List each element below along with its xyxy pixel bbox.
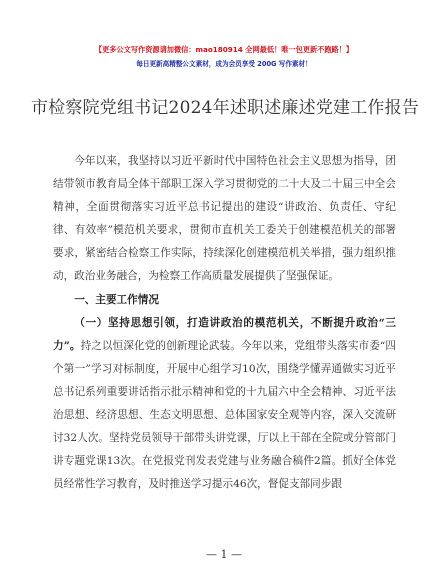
promo-banner-line-2: 每日更新高精整公文素材，成为会员享受 200G 写作素材！ <box>136 60 312 68</box>
promo-banner-line-1: 【更多公文写作资源请加微信：mao180914 全网最低！唯一包更新不跑路！】 <box>94 45 354 54</box>
section-heading: 一、主要工作情况 <box>74 294 159 306</box>
page-number: — 1 — <box>206 548 242 561</box>
subsection-heading: （一）坚持思想引领，打造讲政治的模范机关，不断提升政治“三力”。 <box>53 317 396 352</box>
subsection-paragraph <box>53 312 396 496</box>
subsection-text: 持之以恒深化党的创新理论武装。今年以来，党组带头落实市委“四个第一”学习对标制度，开展中心组学习10次，围绕学懂弄通做实习近平总书记系列重要讲话指示批示精神和党的十九届六中全会精神、习近平法治思想、经济思想、生态文明思想、总体国家安全观等内容，深入交流研讨32人次。坚持党员领导干部带头讲党课，厅以上干部在全院或分管部门讲专题党课13次。在党报党刊发表党建与业务融合稿件2篇。抓好全体党员经常性学习教育，及时推送学习提示46次，督促支部同步跟 <box>53 340 396 490</box>
document-title: 市检察院党组书记2024年述职述廉述党建工作报告 <box>30 98 420 118</box>
document-body <box>53 150 396 496</box>
intro-paragraph: 今年以来，我坚持以习近平新时代中国特色社会主义思想为指导，团结带领市教育局全体干部职工深入学习贯彻党的二十大及二十届三中全会精神，全面贯彻落实习近平总书记提出的建设“讲政治、负责任、守纪律、有效率”模范机关要求，贯彻市直机关工委关于创建模范机关的部署要求，紧密结合检察工作实际，持续深化创建模范机关举措，强力组织推动，政治业务融合，为检察工作高质量发展提供了坚强保证。 <box>53 155 396 282</box>
